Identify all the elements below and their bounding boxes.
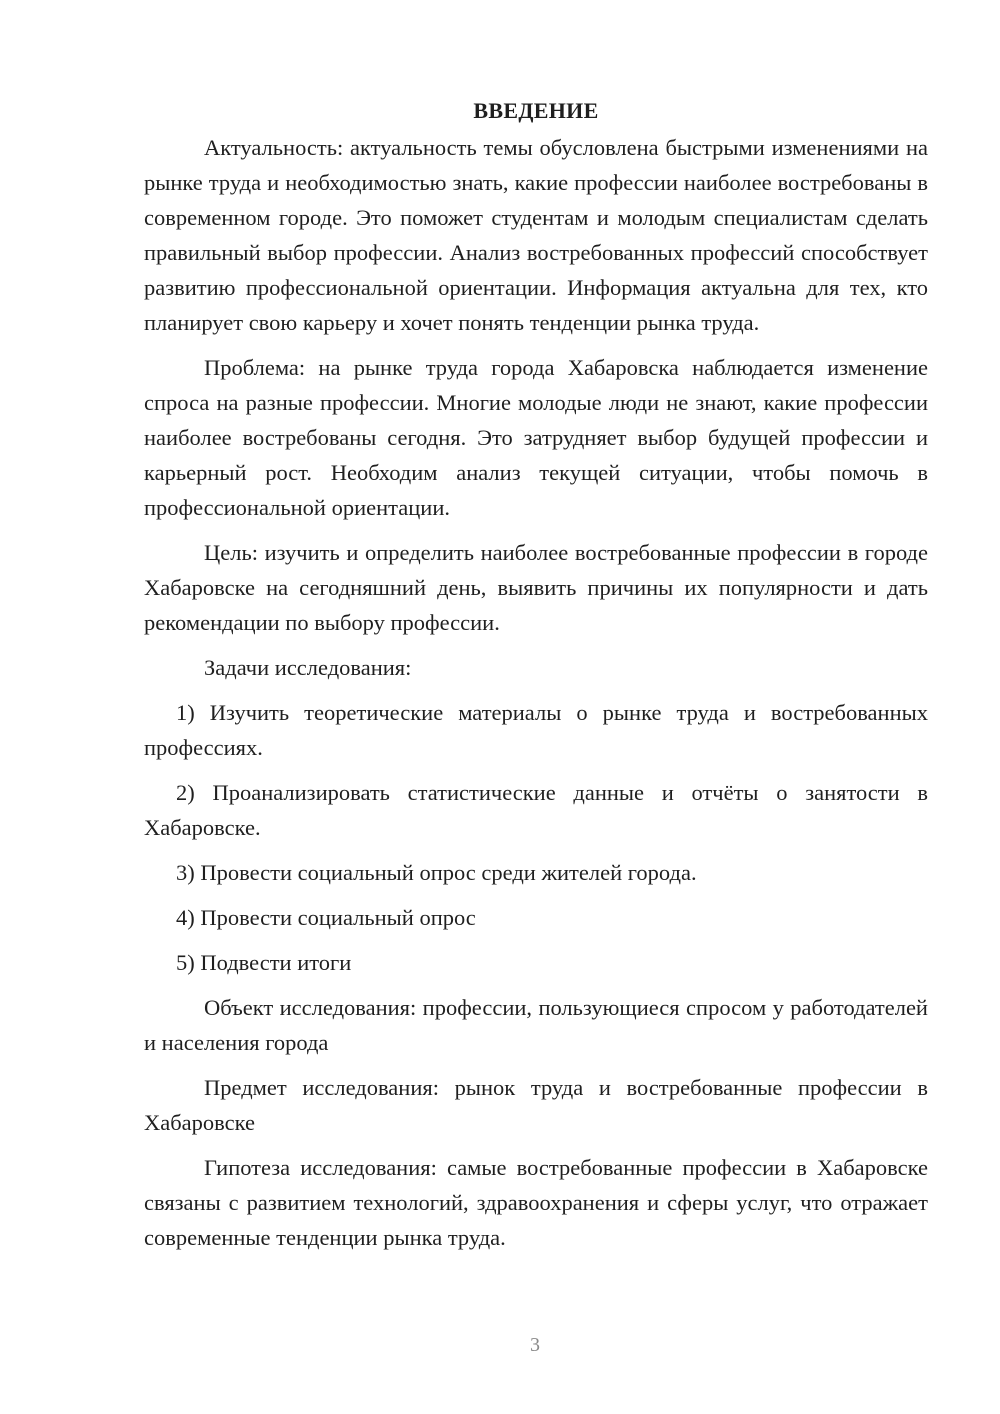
tasks-title: Задачи исследования: (204, 655, 412, 680)
task-item-3: 3) Провести социальный опрос среди жителей города. (176, 860, 697, 885)
task-item-2: 2) Проанализировать статистические данные и отчёты о занятости в Хабаровске. (144, 780, 928, 840)
subject-paragraph (144, 1070, 928, 1140)
relevance-paragraph (144, 130, 928, 340)
relevance-text: актуальность темы обусловлена быстрыми изменениями на рынке труда и необходимостью знать, какие профессии наиболее востребованы в современном городе. Это поможет студентам и молодым специалистам сделать правильный выбор профессии. Анализ востребованных профессий способствует развитию профессиональной ориентации. Информация актуальна для тех, кто планирует свою карьеру и хочет понять тенденции рынка труда. (144, 135, 928, 335)
section-heading: ВВЕДЕНИЕ (473, 98, 599, 123)
object-text: профессии, пользующиеся спросом у работодателей и населения города (144, 995, 928, 1055)
goal-text: изучить и определить наиболее востребованные профессии в городе Хабаровске на сегодняшний день, выявить причины их популярности и дать рекомендации по выбору профессии. (144, 540, 928, 635)
task-item-4: 4) Провести социальный опрос (176, 905, 476, 930)
hypothesis-paragraph (144, 1150, 928, 1255)
goal-label: Цель: (204, 540, 258, 565)
task-item-5: 5) Подвести итоги (176, 950, 352, 975)
page-number: 3 (530, 1334, 540, 1356)
relevance-label: Актуальность: (204, 135, 344, 160)
object-paragraph (144, 990, 928, 1060)
problem-label: Проблема: (204, 355, 306, 380)
problem-paragraph (144, 350, 928, 525)
task-item-1: 1) Изучить теоретические материалы о рынке труда и востребованных профессиях. (144, 700, 928, 760)
hypothesis-text: самые востребованные профессии в Хабаровске связаны с развитием технологий, здравоохранения и сферы услуг, что отражает современные тенденции рынка труда. (144, 1155, 928, 1250)
goal-paragraph (144, 535, 928, 640)
problem-text: на рынке труда города Хабаровска наблюдается изменение спроса на разные профессии. Многие молодые люди не знают, какие профессии наиболее востребованы сегодня. Это затрудняет выбор будущей профессии и карьерный рост. Необходим анализ текущей ситуации, чтобы помочь в профессиональной ориентации. (144, 355, 928, 520)
object-label: Объект исследования: (204, 995, 417, 1020)
subject-text: рынок труда и востребованные профессии в Хабаровске (144, 1075, 928, 1135)
hypothesis-label: Гипотеза исследования: (204, 1155, 437, 1180)
document-body (144, 96, 928, 1265)
subject-label: Предмет исследования: (204, 1075, 439, 1100)
